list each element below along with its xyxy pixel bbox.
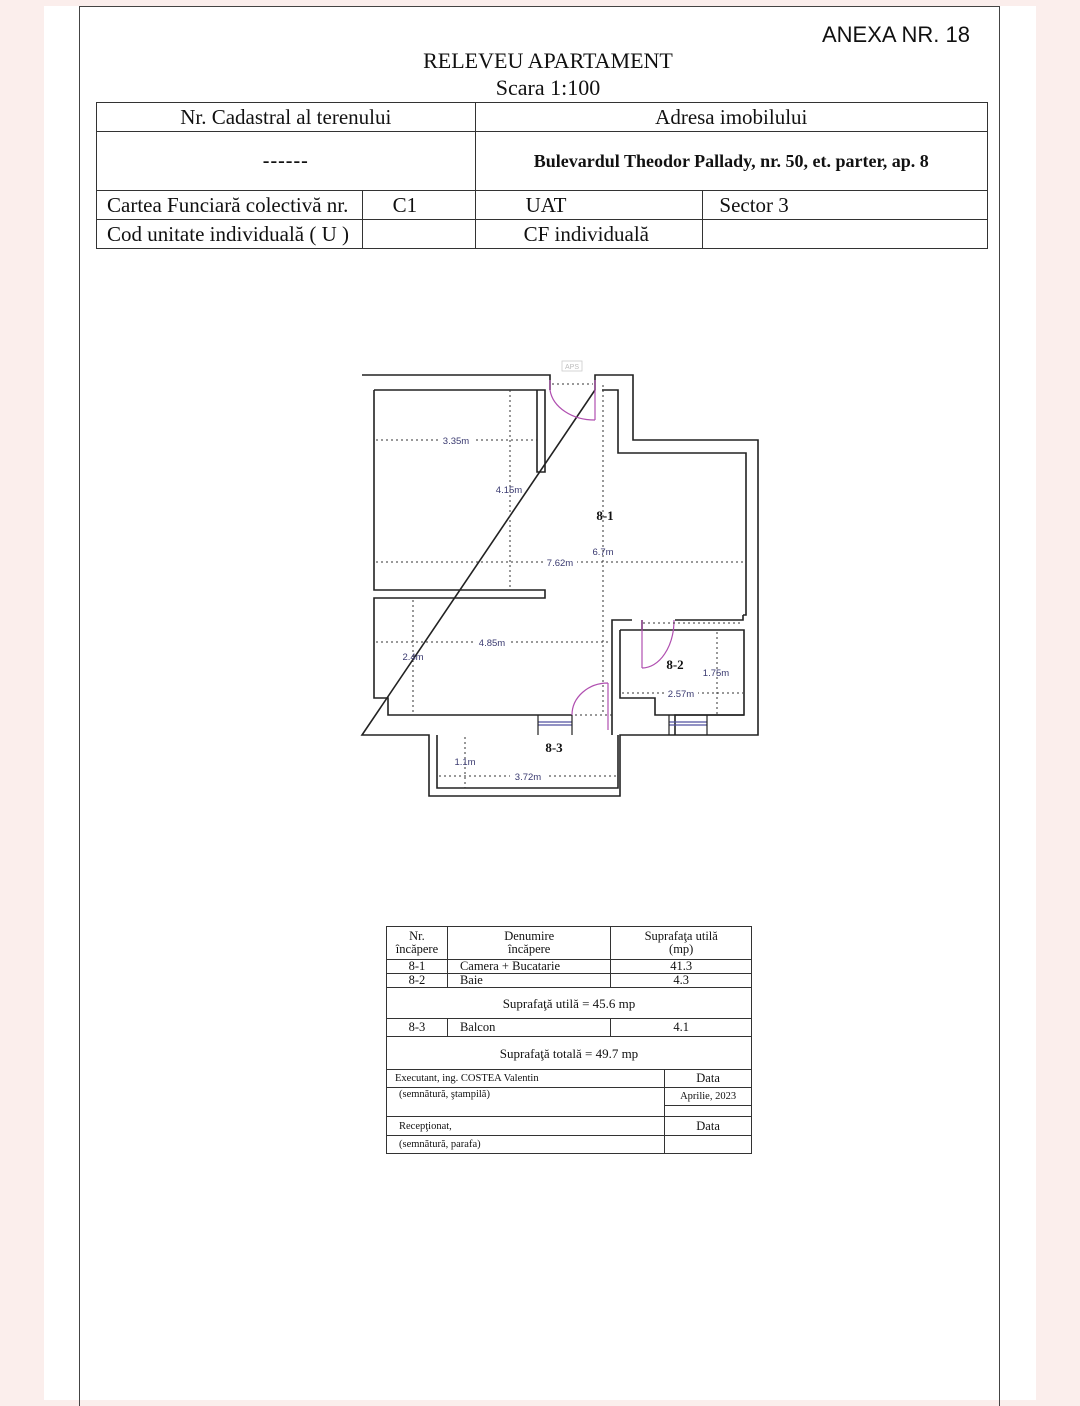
- unit-code-label: Cod unitate individuală ( U ): [97, 220, 363, 249]
- dim-label: 2.57m: [667, 689, 695, 700]
- header-nr: [387, 927, 448, 960]
- dim-label: 7.62m: [546, 558, 574, 569]
- cf-individual-value: [703, 220, 988, 249]
- annex-number: ANEXA NR. 18: [822, 22, 970, 47]
- header-name: [447, 927, 610, 960]
- inner-wall-top-right: [602, 390, 746, 615]
- room-nr: 8-3: [387, 1019, 448, 1037]
- room-nr: 8-2: [387, 974, 448, 988]
- dimension-lines: [376, 384, 744, 788]
- room-label-8-1: 8-1: [596, 508, 614, 523]
- executant: Executant, ing. COSTEA Valentin: [387, 1070, 665, 1088]
- entrance-label: APS: [564, 364, 580, 371]
- document-scale: Scara 1:100: [495, 75, 601, 100]
- header-nr-line2: încăpere: [395, 942, 439, 956]
- received-signature: (semnătură, parafa): [387, 1136, 665, 1154]
- header-nr-line1: Nr.: [409, 929, 425, 943]
- table-row: [387, 1019, 752, 1037]
- dim-label: 3.35m: [442, 436, 470, 447]
- table-row: [387, 974, 752, 988]
- empty-cell: [665, 1106, 752, 1117]
- cadastral-value: ------: [97, 132, 476, 191]
- grand-total: Suprafaţă totală = 49.7 mp: [387, 1037, 752, 1070]
- date-label-2: Data: [665, 1117, 752, 1136]
- table-row: [387, 960, 752, 974]
- outer-wall: [362, 375, 758, 796]
- date-label: Data: [665, 1070, 752, 1088]
- room-label-8-2: 8-2: [666, 657, 684, 672]
- room-area: 4.1: [611, 1019, 752, 1037]
- dim-label: 4.85m: [478, 638, 506, 649]
- address-value: Bulevardul Theodor Pallady, nr. 50, et. parter, ap. 8: [475, 132, 987, 191]
- received: Recepţionat,: [387, 1117, 665, 1136]
- room-labels: [545, 508, 683, 755]
- inner-wall-left: [374, 390, 545, 472]
- cf-individual-label: CF individuală: [475, 220, 703, 249]
- header-name-line2: încăpere: [508, 942, 551, 956]
- room-area: 41.3: [611, 960, 752, 974]
- dim-label: 1.75m: [702, 668, 730, 679]
- room-name: Balcon: [447, 1019, 610, 1037]
- address-label: Adresa imobilului: [475, 103, 987, 132]
- header-table: [96, 102, 988, 249]
- windows: [538, 722, 707, 725]
- room-nr: 8-1: [387, 960, 448, 974]
- room-area: 4.3: [611, 974, 752, 988]
- cf-collective-label: Cartea Funciară colectivă nr.: [97, 191, 363, 220]
- dim-label: 6.7m: [592, 547, 614, 558]
- dim-label: 1.1m: [454, 757, 476, 768]
- empty-cell: [665, 1136, 752, 1154]
- date-value: Aprilie, 2023: [665, 1088, 752, 1106]
- floor-plan: [355, 355, 765, 805]
- dim-label: 3.72m: [514, 772, 542, 783]
- dimension-labels: [402, 434, 729, 783]
- header-area-line2: (mp): [669, 942, 694, 956]
- cf-collective-value: C1: [362, 191, 475, 220]
- uat-value: Sector 3: [703, 191, 988, 220]
- useful-area-total: Suprafaţă utilă = 45.6 mp: [387, 988, 752, 1019]
- header-area: [611, 927, 752, 960]
- dim-label: 2.4m: [402, 652, 424, 663]
- header-area-line1: Suprafaţa utilă: [644, 929, 718, 943]
- walls: [362, 375, 758, 796]
- room-name: Baie: [447, 974, 610, 988]
- executant-signature: (semnătură, ştampilă): [387, 1088, 665, 1117]
- room-name: Camera + Bucatarie: [447, 960, 610, 974]
- dim-label: 4.15m: [495, 485, 523, 496]
- room-label-8-3: 8-3: [545, 740, 563, 755]
- document-title: RELEVEU APARTAMENT: [423, 48, 673, 73]
- unit-code-value: [362, 220, 475, 249]
- uat-label: UAT: [475, 191, 703, 220]
- header-name-line1: Denumire: [504, 929, 555, 943]
- room-table: [386, 926, 752, 1154]
- cadastral-label: Nr. Cadastral al terenului: [97, 103, 476, 132]
